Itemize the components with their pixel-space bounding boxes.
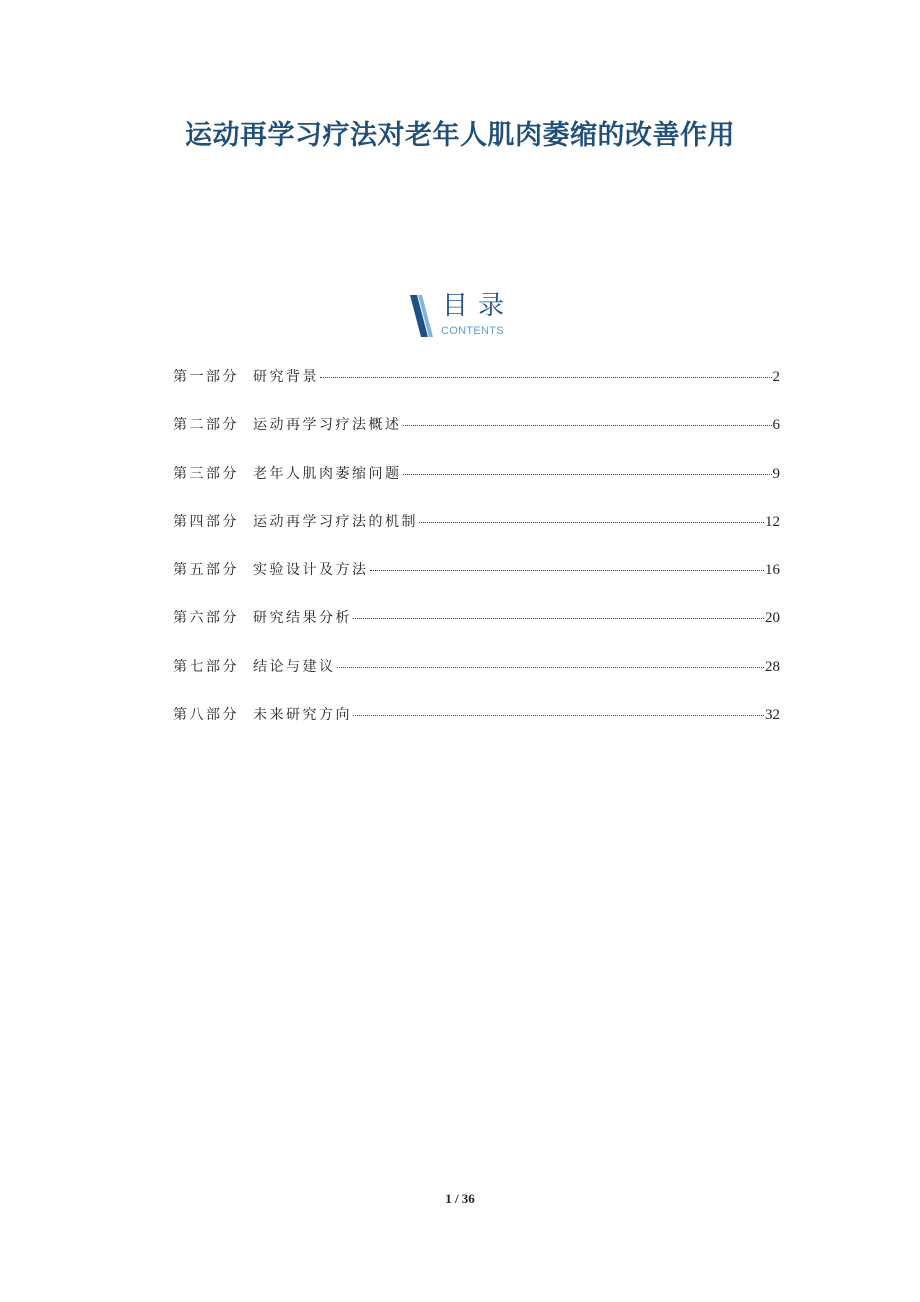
toc-entry[interactable] [173,704,780,752]
toc-entry-part: 第四部分 [173,513,239,530]
toc-entry-title: 运动再学习疗法的机制 [253,513,418,530]
toc-dot-leader [320,377,772,378]
toc-entry-part: 第八部分 [173,707,239,724]
toc-entry-part: 第五部分 [173,562,239,579]
toc-logo-icon [404,294,436,338]
toc-entry-page: 2 [772,369,780,385]
toc-subheading: CONTENTS [441,325,504,337]
toc-dot-leader [337,667,765,668]
toc-entry-part: 第七部分 [173,658,239,675]
toc-entry-part: 第六部分 [173,610,239,627]
toc-dot-leader [403,474,772,475]
toc-dot-leader [370,570,765,571]
toc-entry-page: 12 [765,513,780,530]
page-indicator: 1 / 36 [445,1191,475,1206]
toc-header [404,291,544,340]
toc-entry-title: 未来研究方向 [253,707,352,724]
toc-list [173,366,780,752]
toc-entry-page: 28 [765,658,780,675]
toc-entry-part: 第三部分 [173,465,239,482]
toc-entry-title: 实验设计及方法 [253,562,369,579]
toc-entry[interactable] [173,656,780,704]
toc-entry-title: 结论与建议 [253,658,336,675]
toc-entry[interactable] [173,463,780,511]
toc-heading: 目录 [442,291,515,321]
toc-entry-part: 第二部分 [173,417,239,434]
toc-entry-page: 20 [765,610,780,627]
toc-entry-page: 16 [765,562,780,579]
toc-entry[interactable] [173,559,780,607]
toc-entry-title: 运动再学习疗法概述 [253,417,402,434]
toc-entry-page: 6 [772,417,780,434]
toc-entry-part: 第一部分 [173,369,239,385]
document-title: 运动再学习疗法对老年人肌肉萎缩的改善作用 [185,120,735,151]
toc-entry-title: 老年人肌肉萎缩问题 [253,465,402,482]
toc-dot-leader [353,715,764,716]
toc-entry[interactable] [173,414,780,462]
toc-entry-title: 研究结果分析 [253,610,352,627]
toc-dot-leader [403,425,772,426]
toc-entry-title: 研究背景 [253,369,319,385]
toc-entry[interactable] [173,366,780,414]
toc-entry[interactable] [173,607,780,655]
toc-entry[interactable] [173,511,780,559]
toc-dot-leader [419,522,764,523]
toc-dot-leader [353,618,764,619]
toc-entry-page: 32 [765,707,780,724]
toc-entry-page: 9 [772,465,780,482]
